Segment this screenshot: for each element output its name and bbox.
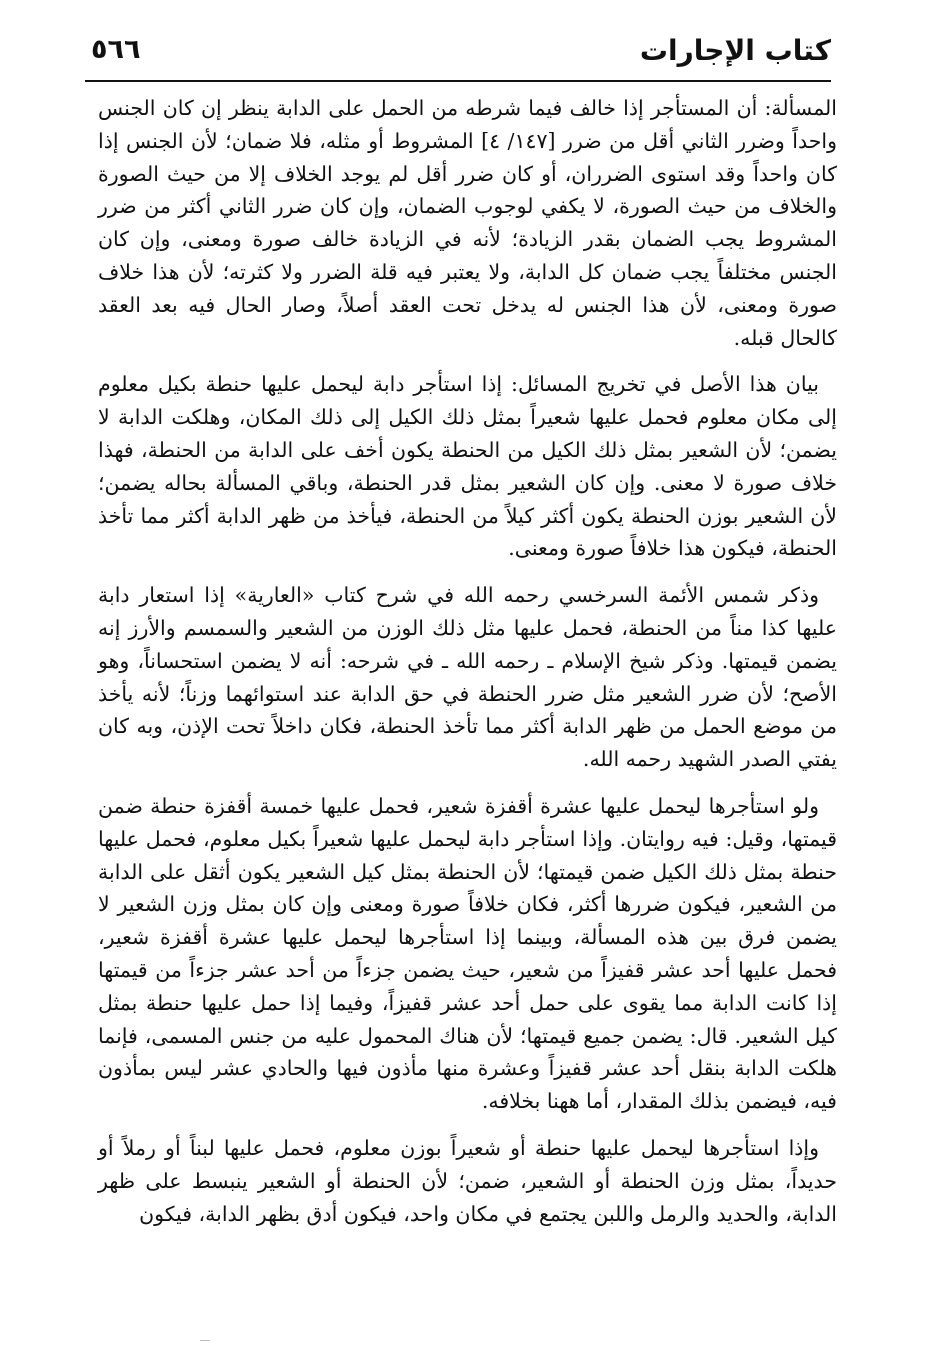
running-title: كتاب الإجارات [639,34,831,67]
page-number: ٥٦٦ [91,34,141,65]
paragraph-rental-weight: وإذا استأجرها ليحمل عليها حنطة أو شعيراً بوزن معلوم، فحمل عليها لبناً أو رملاً أو حديداً، بمثل وزن الحنطة أو الشعير، ضمن؛ لأن الحنطة أو الشعير ينبسط على ظهر الدابة، والحديد والرمل واللبن يجتمع في مكان واحد، فيكون أدق بظهر الدابة، فيكون [98,1135,837,1226]
paragraph-explanation: بيان هذا الأصل في تخريج المسائل: إذا استأجر دابة ليحمل عليها حنطة بكيل معلوم إلى مكان معلوم فحمل عليها شعيراً بمثل ذلك الكيل إلى ذلك المكان، وهلكت الدابة لا يضمن؛ لأن الشعير بمثل ذلك الكيل من الحنطة يكون أخف على الدابة من الحنطة، فهذا خلاف صورة لا معنى. وإن كان الشعير بمثل قدر الحنطة، وباقي المسألة بحاله يضمن؛ لأن الشعير بوزن الحنطة يكون أكثر كيلاً من الحنطة، فيأخذ من ظهر الدابة أكثر مما تأخذ الحنطة، فيكون هذا خلافاً صورة ومعنى. [98,372,837,561]
body-text [98,92,837,1324]
scan-artifact [200,1340,210,1345]
paragraph-issue: المسألة: أن المستأجر إذا خالف فيما شرطه من الحمل على الدابة ينظر إن كان الجنس واحداً وضرر الثاني أقل من ضرر [١٤٧/ ٤] المشروط أو مثله، فلا ضمان؛ لأن الجنس إذا كان واحداً وقد استوى الضرران، أو كان ضرر أقل لم يوجد الخلاف إلا من حيث الصورة والخلاف من حيث الصورة، لا يكفي لوجوب الضمان، وإن كان ضرر الثاني أكثر من ضرر المشروط يجب الضمان بقدر الزيادة؛ لأنه في الزيادة خالف صورة ومعنى، وإن كان الجنس مختلفاً يجب ضمان كل الدابة، ولا يعتبر فيه قلة الضرر ولا كثرته؛ لأن هذا خلاف صورة ومعنى، لأن هذا الجنس له يدخل تحت العقد أصلاً، وصار الحال فيه بعد العقد كالحال قبله. [98,96,837,350]
paragraph-sarakhsi: وذكر شمس الأئمة السرخسي رحمه الله في شرح كتاب «العارية» إذا استعار دابة عليها كذا مناً من الحنطة، فحمل عليها مثل ذلك الوزن من الشعير والسمسم والأرز إنه يضمن قيمتها. وذكر شيخ الإسلام ـ رحمه الله ـ في شرحه: أنه لا يضمن استحساناً، وهو الأصح؛ لأن ضرر الشعير مثل ضرر الحنطة في حق الدابة عند استوائهما وزناً؛ لأنه يأخذ من موضع الحمل من ظهر الدابة أكثر مما تأخذ الحنطة، فكان داخلاً تحت الإذن، وبه كان يفتي الصدر الشهيد رحمه الله. [98,583,837,772]
paragraph-rental-barley: ولو استأجرها ليحمل عليها عشرة أقفزة شعير، فحمل عليها خمسة أقفزة حنطة ضمن قيمتها، وقيل: فيه روايتان. وإذا استأجر دابة ليحمل عليها شعيراً بكيل معلوم، فحمل عليها حنطة بمثل ذلك الكيل ضمن قيمتها؛ لأن الحنطة بمثل كيل الشعير يكون أثقل على الدابة من الشعير، فيكون ضررها أكثر، فكان خلافاً صورة ومعنى وإن كان بمثل وزن الشعير لا يضمن فرق بين هذه المسألة، وبينما إذا استأجرها ليحمل عليها عشرة أقفزة شعير، فحمل عليها أحد عشر قفيزاً من شعير، حيث يضمن جزءاً من أحد عشر جزءاً من قيمتها إذا كانت الدابة مما يقوى على حمل أحد عشر قفيزاً، وفيما إذا حمل عليها حنطة بمثل كيل الشعير. قال: يضمن جميع قيمتها؛ لأن هناك المحمول عليه من جنس المسمى، فإنما هلكت الدابة بنقل أحد عشر قفيزاً وعشرة منها مأذون فيها والحادي عشر ليس بمأذون فيه، فيضمن بذلك المقدار، أما ههنا بخلافه. [98,793,837,1114]
page-header [85,28,831,82]
